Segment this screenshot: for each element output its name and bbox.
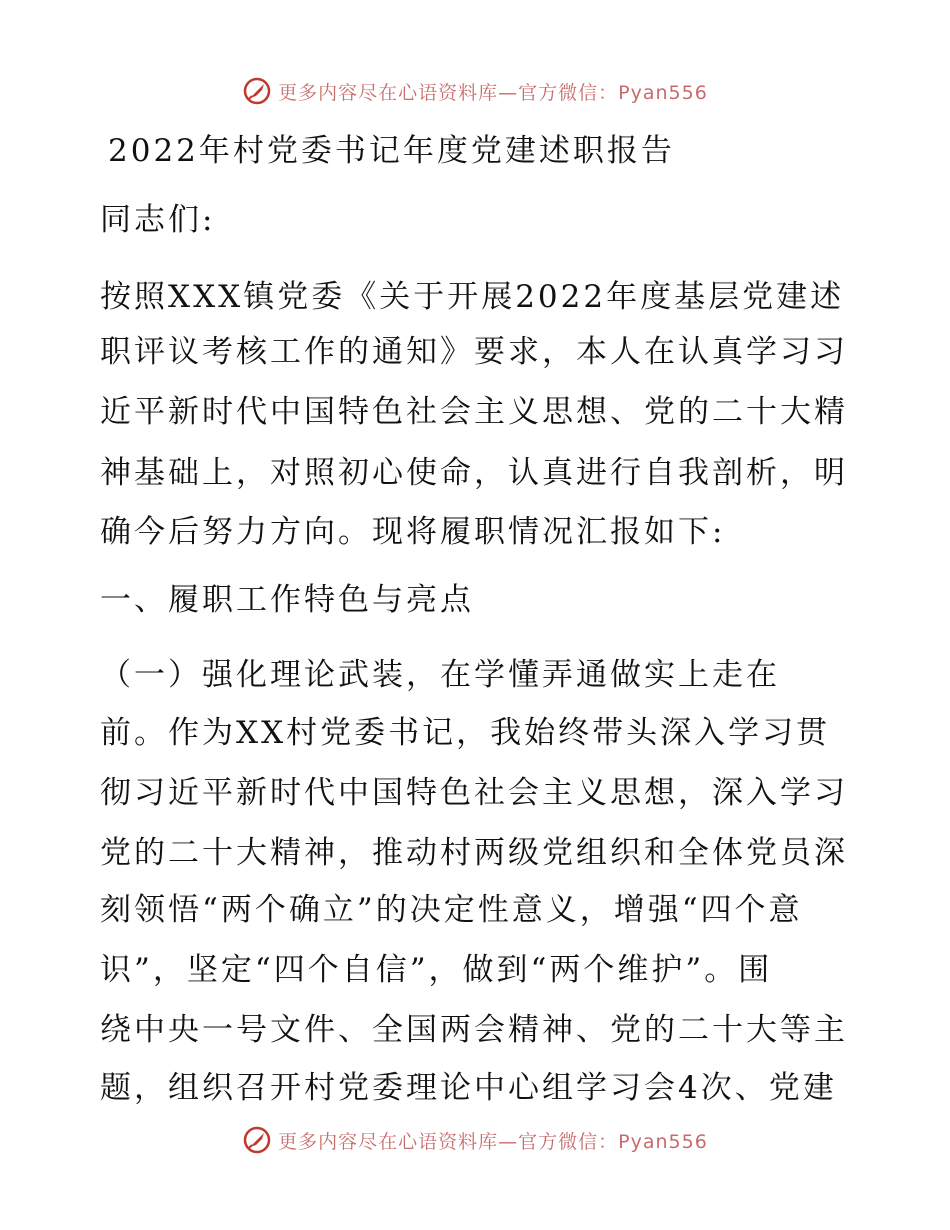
body-line-9: 刻领悟“两个确立”的决定性意义，增强“四个意	[100, 892, 803, 928]
salutation: 同志们:	[100, 202, 216, 238]
body-line-3: 近平新时代中国特色社会主义思想、党的二十大精	[100, 394, 848, 430]
subsection-heading-1: （一）强化理论武装，在学懂弄通做实上走在	[100, 657, 780, 693]
body-line-12: 题，组织召开村党委理论中心组学习会4次、党建	[100, 1070, 837, 1106]
watermark-text: 更多内容尽在心语资料库—官方微信：Pyan556	[278, 81, 708, 104]
watermark-header	[0, 73, 950, 109]
section-heading-1: 一、履职工作特色与亮点	[100, 582, 474, 618]
body-line-7: 彻习近平新时代中国特色社会主义思想，深入学习	[100, 775, 848, 811]
body-line-2: 职评议考核工作的通知》要求，本人在认真学习习	[100, 334, 848, 370]
quill-logo-icon	[242, 76, 272, 106]
body-line-1: 按照XXX镇党委《关于开展2022年度基层党建述	[100, 279, 845, 315]
body-line-8: 党的二十大精神，推动村两级党组织和全体党员深	[100, 835, 848, 871]
body-line-5: 确今后努力方向。现将履职情况汇报如下:	[100, 514, 726, 550]
quill-logo-icon	[242, 1125, 272, 1155]
body-line-4: 神基础上，对照初心使命，认真进行自我剖析，明	[100, 455, 848, 491]
document-title: 2022年村党委书记年度党建述职报告	[108, 133, 675, 169]
watermark-text: 更多内容尽在心语资料库—官方微信：Pyan556	[278, 1130, 708, 1153]
body-line-10: 识”，坚定“四个自信”，做到“两个维护”。围	[100, 952, 773, 988]
body-line-11: 绕中央一号文件、全国两会精神、党的二十大等主	[100, 1012, 848, 1048]
body-line-6: 前。作为XX村党委书记，我始终带头深入学习贯	[100, 715, 831, 751]
watermark-footer	[0, 1122, 950, 1158]
